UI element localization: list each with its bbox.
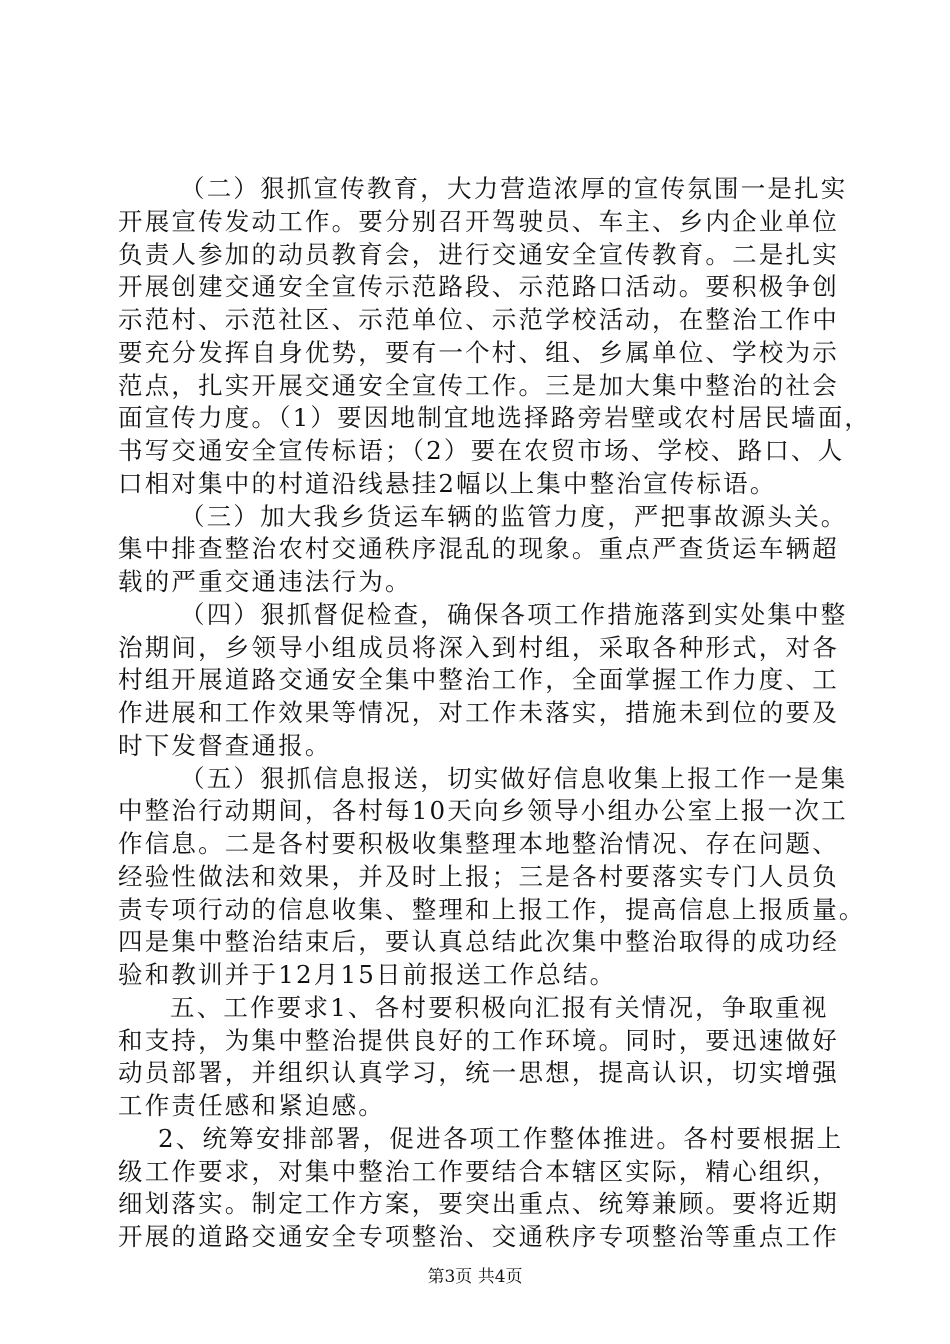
text-line: 时下发督查通报。 <box>118 730 332 760</box>
text-line: 治期间，乡领导小组成员将深入到村组，采取各种形式，对各 <box>118 632 839 662</box>
text-line: 经验性做法和效果，并及时上报；三是各村要落实专门人员负 <box>118 861 839 891</box>
text-line: 负责人参加的动员教育会，进行交通安全宣传教育。二是扎实 <box>118 239 839 269</box>
text-line: 要充分发挥自身优势，要有一个村、组、乡属单位、学校为示 <box>118 337 839 367</box>
text-line: 责专项行动的信息收集、整理和上报工作，提高信息上报质量。 <box>118 894 866 924</box>
text-line: 面宣传力度。（1）要因地制宜地选择路旁岩壁或农村居民墙面， <box>118 403 872 433</box>
text-line: （四）狠抓督促检查，确保各项工作措施落到实处集中整 <box>180 599 848 629</box>
text-line: 四是集中整治结束后，要认真总结此次集中整治取得的成功经 <box>118 927 839 957</box>
text-line: 中整治行动期间，各村每10天向乡领导小组办公室上报一次工 <box>118 796 848 826</box>
text-line: 村组开展道路交通安全集中整治工作，全面掌握工作力度、工 <box>118 665 839 695</box>
text-line: 开展宣传发动工作。要分别召开驾驶员、车主、乡内企业单位 <box>118 206 839 236</box>
text-line: （三）加大我乡货运车辆的监管力度，严把事故源头关。 <box>180 501 848 531</box>
text-line: 五、工作要求1、各村要积极向汇报有关情况，争取重视 <box>170 992 829 1022</box>
text-line: 作进展和工作效果等情况，对工作未落实，措施未到位的要及 <box>118 698 839 727</box>
text-line: 2、统筹安排部署，促进各项工作整体推进。各村要根据上 <box>158 1123 844 1153</box>
text-line: 和支持，为集中整治提供良好的工作环境。同时，要迅速做好 <box>118 1025 839 1055</box>
text-line: 口相对集中的村道沿线悬挂2幅以上集中整治宣传标语。 <box>118 468 777 498</box>
text-line: 开展创建交通安全宣传示范路段、示范路口活动。要积极争创 <box>118 272 839 302</box>
text-line: （二）狠抓宣传教育，大力营造浓厚的宣传氛围一是扎实 <box>180 174 848 203</box>
text-line: 细划落实。制定工作方案，要突出重点、统筹兼顾。要将近期 <box>118 1189 839 1219</box>
document-body <box>118 173 872 1254</box>
page-footer: 第3页 共4页 <box>427 1267 523 1287</box>
text-line: 载的严重交通违法行为。 <box>118 567 412 596</box>
text-line: 动员部署，并组织认真学习，统一思想，提高认识，切实增强 <box>118 1058 839 1088</box>
text-line: 工作责任感和紧迫感。 <box>118 1091 385 1120</box>
text-line: 书写交通安全宣传标语；（2）要在农贸市场、学校、路口、人 <box>118 436 845 465</box>
text-line: 开展的道路交通安全专项整治、交通秩序专项整治等重点工作 <box>118 1222 839 1251</box>
text-line: 范点，扎实开展交通安全宣传工作。三是加大集中整治的社会 <box>118 370 839 400</box>
text-line: 验和教训并于12月15日前报送工作总结。 <box>118 960 617 989</box>
text-line: 级工作要求，对集中整治工作要结合本辖区实际，精心组织， <box>118 1156 839 1186</box>
text-line: 集中排查整治农村交通秩序混乱的现象。重点严查货运车辆超 <box>118 534 839 564</box>
text-line: 作信息。二是各村要积极收集整理本地整治情况、存在问题、 <box>118 829 839 858</box>
text-line: （五）狠抓信息报送，切实做好信息收集上报工作一是集 <box>180 763 848 793</box>
text-line: 示范村、示范社区、示范单位、示范学校活动，在整治工作中 <box>118 305 839 334</box>
